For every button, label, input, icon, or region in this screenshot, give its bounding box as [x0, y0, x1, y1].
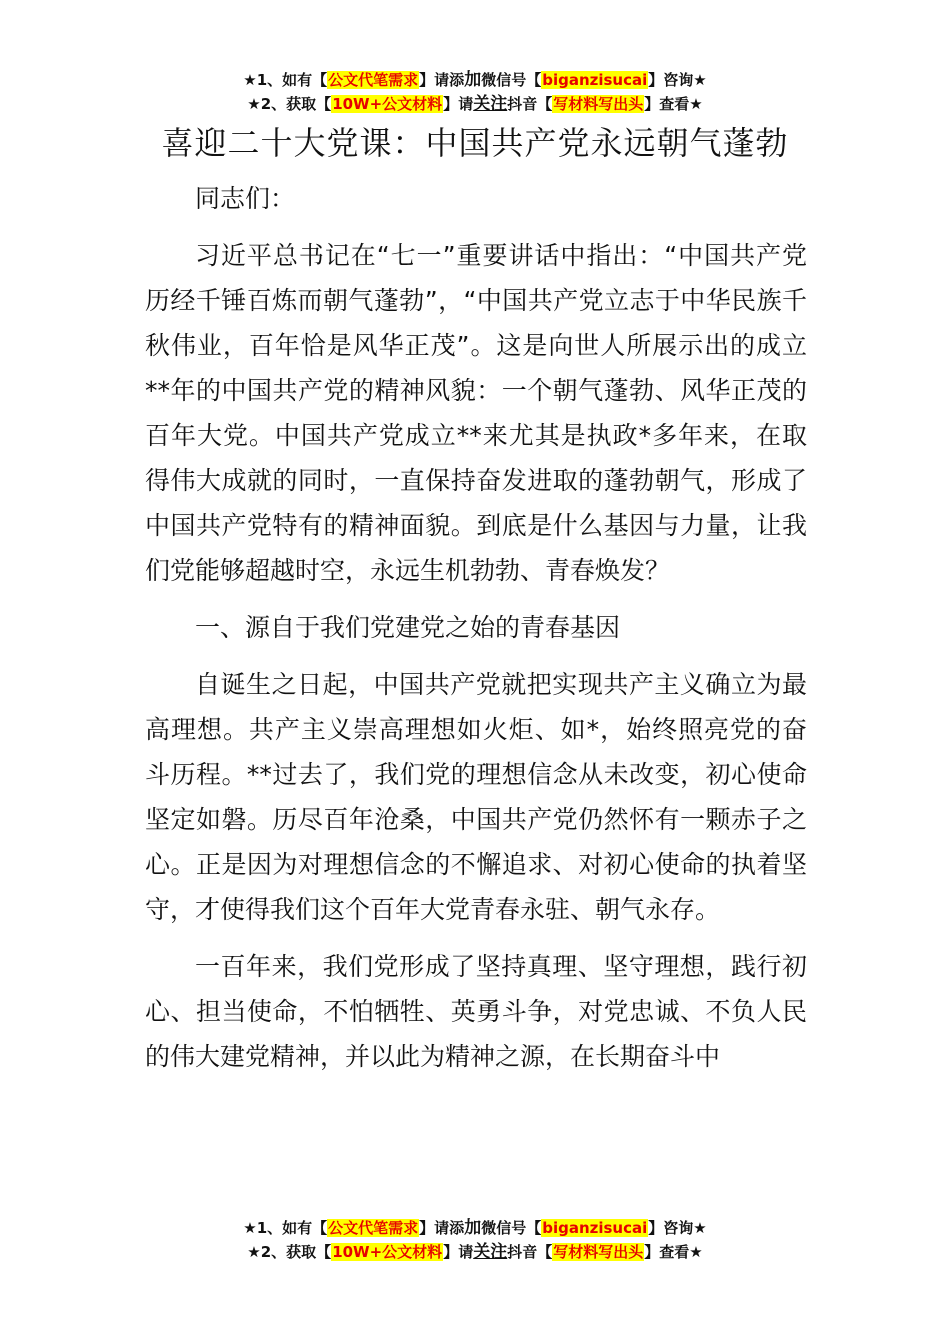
- banner-text: 微信号【: [481, 71, 542, 89]
- banner-text: ★1、如有【: [243, 71, 328, 89]
- banner-highlight: biganzisucai: [542, 1219, 648, 1237]
- banner-highlight: biganzisucai: [542, 71, 648, 89]
- banner-text: 】咨询★: [648, 71, 707, 89]
- banner-text: ★2、获取【: [247, 95, 332, 113]
- body-paragraph: 一百年来，我们党形成了坚持真理、坚守理想，践行初心、担当使命，不怕牺牲、英勇斗争，对党忠诚、不负人民的伟大建党精神，并以此为精神之源，在长期奋斗中: [145, 952, 807, 1071]
- banner-text: 】请添: [419, 71, 465, 89]
- footer-banner: [0, 1216, 950, 1264]
- banner-text: 关注: [473, 94, 508, 114]
- banner-text: 抖音【: [507, 95, 553, 113]
- banner-text: 】查看★: [644, 95, 703, 113]
- banner-line-2: [0, 92, 950, 116]
- banner-highlight: 10W+公文材料: [332, 1243, 443, 1261]
- document-body: [145, 176, 807, 1091]
- banner-text: 】请: [443, 1243, 474, 1261]
- banner-highlight: 写材料写出头: [553, 1243, 644, 1261]
- banner-line-2: [0, 1240, 950, 1264]
- banner-line-1: [0, 1216, 950, 1240]
- section-heading: 一、源自于我们党建党之始的青春基因: [195, 613, 621, 642]
- body-paragraph: 自诞生之日起，中国共产党就把实现共产主义确立为最高理想。共产主义崇高理想如火炬、如*，始终照亮党的奋斗历程。**过去了，我们党的理想信念从未改变，初心使命坚定如磐。历尽百年沧桑，中国共产党仍然怀有一颗赤子之心。正是因为对理想信念的不懈追求、对初心使命的执着坚守，才使得我们这个百年大党青春永驻、朝气永存。: [145, 670, 807, 924]
- banner-text: 】请添: [419, 1219, 465, 1237]
- banner-text: 】请: [443, 95, 474, 113]
- header-banner: [0, 68, 950, 116]
- salutation: 同志们：: [195, 184, 296, 213]
- banner-highlight: 10W+公文材料: [332, 95, 443, 113]
- body-paragraph: 习近平总书记在“七一”重要讲话中指出：“中国共产党历经千锤百炼而朝气蓬勃”，“中国共产党立志于中华民族千秋伟业，百年恰是风华正茂”。这是向世人所展示出的成立**年的中国共产党的精神风貌：一个朝气蓬勃、风华正茂的百年大党。中国共产党成立**来尤其是执政*多年来，在取得伟大成就的同时，一直保持奋发进取的蓬勃朝气，形成了中国共产党特有的精神面貌。到底是什么基因与力量，让我们党能够超越时空，永远生机勃勃、青春焕发？: [145, 241, 807, 585]
- banner-highlight: 写材料写出头: [553, 95, 644, 113]
- banner-line-1: [0, 68, 950, 92]
- banner-highlight: 公文代笔需求: [328, 71, 419, 89]
- banner-text: 抖音【: [507, 1243, 553, 1261]
- banner-text: 】咨询★: [648, 1219, 707, 1237]
- banner-text: ★2、获取【: [247, 1243, 332, 1261]
- banner-text: 微信号【: [481, 1219, 542, 1237]
- banner-highlight: 公文代笔需求: [328, 1219, 419, 1237]
- banner-text: 加: [464, 1218, 482, 1238]
- document-title: 喜迎二十大党课：中国共产党永远朝气蓬勃: [161, 124, 789, 162]
- banner-text: 关注: [473, 1242, 508, 1262]
- banner-text: ★1、如有【: [243, 1219, 328, 1237]
- banner-text: 加: [464, 70, 482, 90]
- banner-text: 】查看★: [644, 1243, 703, 1261]
